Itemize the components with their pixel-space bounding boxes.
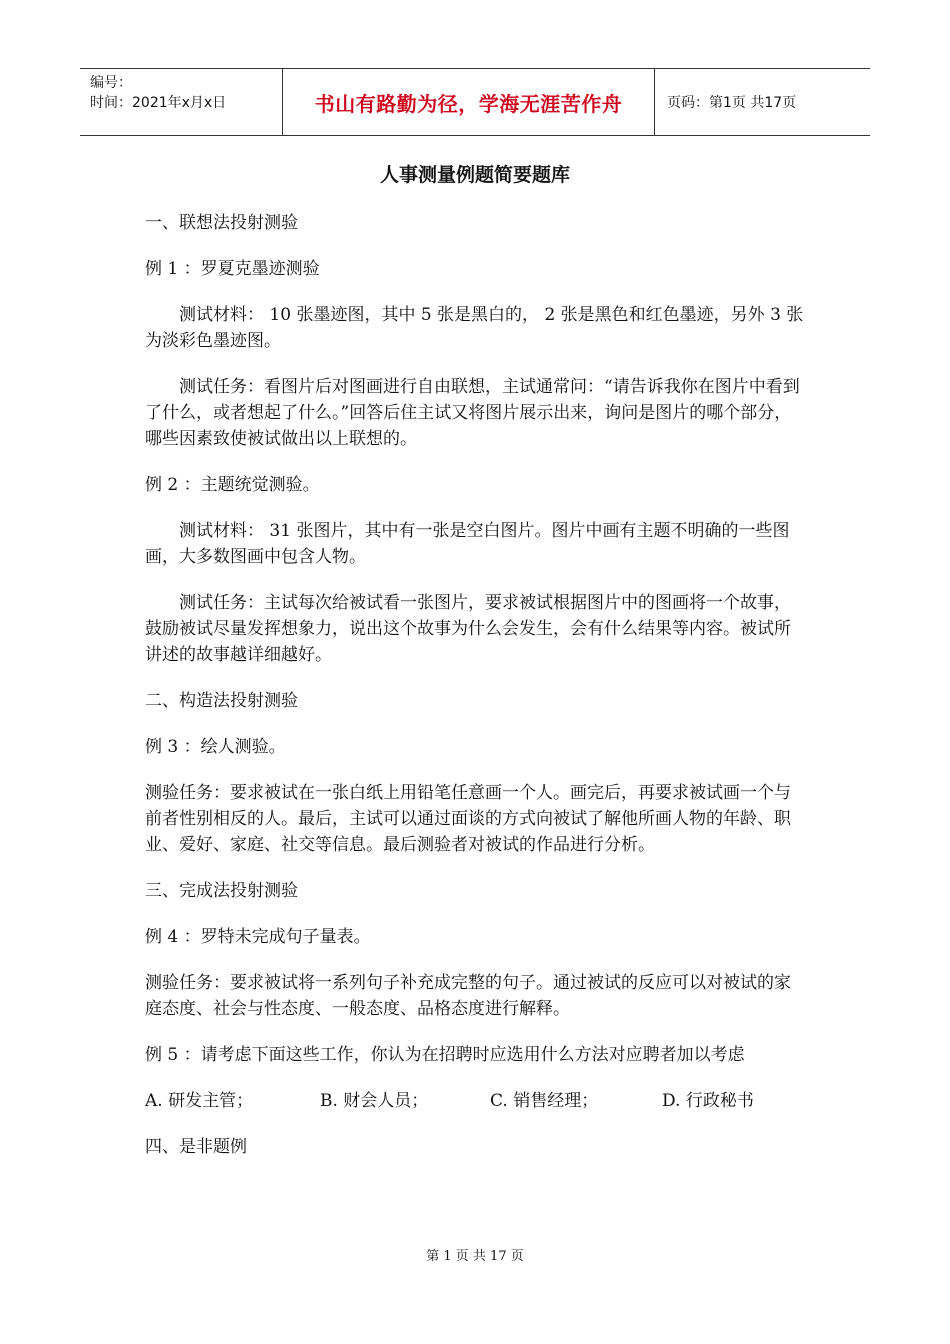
example-1-material: 测试材料： 10 张墨迹图，其中 5 张是黑白的， 2 张是黑色和红色墨迹，另外 3 张为淡彩色墨迹图。: [145, 305, 804, 351]
header-meta: [80, 69, 282, 135]
example-5-heading: 例 5 ：请考虑下面这些工作，你认为在招聘时应选用什么方法对应聘者加以考虑: [145, 1045, 745, 1065]
example-3-task: 测验任务：要求被试在一张白纸上用铅笔任意画一个人。画完后，再要求被试画一个与前者性别相反的人。最后，主试可以通过面谈的方式向被试了解他所画人物的年龄、职业、爱好、家庭、社交等信息。最后测验者对被试的作品进行分析。: [145, 783, 791, 855]
example-4-heading: 例 4 ：罗特未完成句子量表。: [145, 927, 371, 947]
option-c: C. 销售经理；: [490, 1091, 599, 1111]
header-page-info: 页码：第1页 共17页: [667, 95, 797, 111]
option-a: A. 研发主管；: [145, 1091, 254, 1111]
example-3-heading: 例 3 ：绘人测验。: [145, 737, 286, 757]
time-label: 时间：2021年x月x日: [90, 95, 227, 111]
document-body: [145, 150, 805, 1160]
page-footer: 第 1 页 共 17 页: [426, 1249, 524, 1264]
section-4-heading: 四、是非题例: [145, 1137, 247, 1157]
option-d: D. 行政秘书: [662, 1091, 754, 1111]
example-1-heading: 例 1 ：罗夏克墨迹测验: [145, 259, 320, 279]
option-b: B. 财会人员；: [320, 1091, 429, 1111]
example-2-material: 测试材料： 31 张图片，其中有一张是空白图片。图片中画有主题不明确的一些图画，大多数图画中包含人物。: [145, 521, 790, 567]
section-2-heading: 二、构造法投射测验: [145, 691, 298, 711]
header-motto-cell: [282, 69, 655, 135]
section-3-heading: 三、完成法投射测验: [145, 881, 298, 901]
doc-title: 人事测量例题简要题库: [379, 164, 570, 186]
page-header: [80, 68, 870, 136]
example-1-task: 测试任务：看图片后对图画进行自由联想，主试通常问：“请告诉我你在图片中看到了什么，或者想起了什么。”回答后住主试又将图片展示出来，询问是图片的哪个部分，哪些因素致使被试做出以上联想的。: [145, 377, 800, 449]
motto: 书山有路勤为径，学海无涯苦作舟: [314, 91, 623, 116]
section-1-heading: 一、联想法投射测验: [145, 213, 298, 233]
example-5-options: [145, 1088, 805, 1114]
example-2-heading: 例 2 ：主题统觉测验。: [145, 475, 320, 495]
example-2-task: 测试任务：主试每次给被试看一张图片，要求被试根据图片中的图画将一个故事，鼓励被试尽量发挥想象力，说出这个故事为什么会发生，会有什么结果等内容。被试所讲述的故事越详细越好。: [145, 593, 791, 665]
example-4-task: 测验任务：要求被试将一系列句子补充成完整的句子。通过被试的反应可以对被试的家庭态度、社会与性态度、一般态度、品格态度进行解释。: [145, 973, 791, 1019]
number-label: 编号：: [90, 75, 132, 91]
